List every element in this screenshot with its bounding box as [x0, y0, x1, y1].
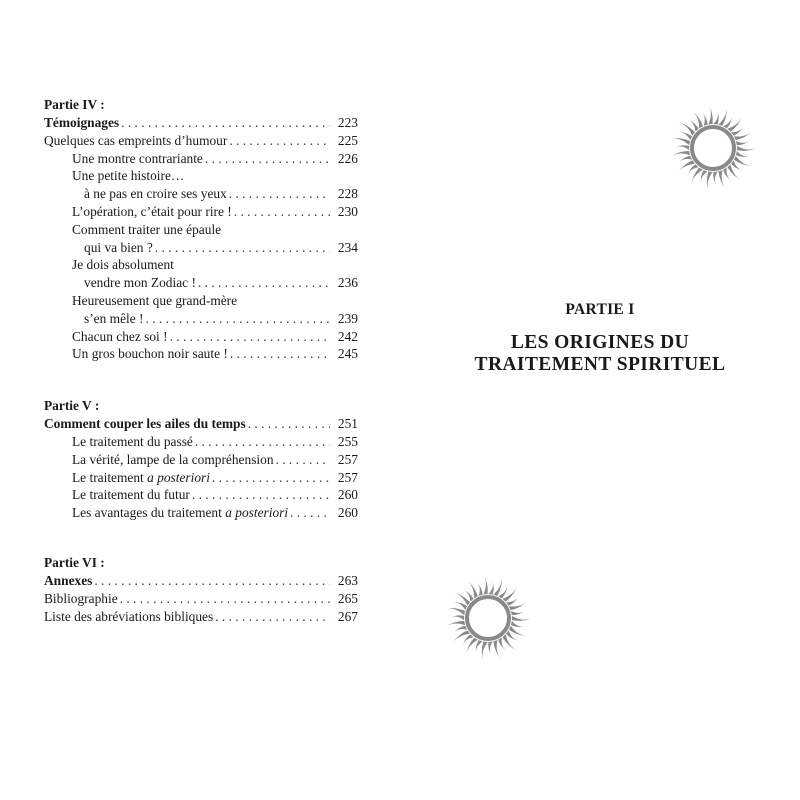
toc-entry: Comment traiter une épaule — [72, 221, 222, 237]
part-title-line: TRAITEMENT SPIRITUEL — [474, 354, 726, 375]
sun-ornament-icon — [665, 100, 761, 196]
toc-entry: Une petite histoire… — [72, 168, 185, 184]
toc-entry: qui va bien ? . . . 234 — [44, 239, 358, 257]
toc-entry: vendre mon Zodiac ! . . . 236 — [44, 274, 358, 292]
toc-entry: Le traitement du passé . . . 255 — [44, 433, 358, 451]
toc-entry: Les avantages du traitement a posteriori . . . 260 — [44, 504, 358, 522]
toc-entry: Je dois absolument — [72, 257, 174, 273]
part-heading: Partie V : — [44, 398, 100, 414]
part-heading: Partie VI : — [44, 554, 105, 570]
part-title — [440, 332, 760, 376]
toc-entry: L’opération, c’était pour rire ! . . . 230 — [44, 203, 358, 221]
italic-title: Le traitement a posteriori — [72, 469, 210, 485]
toc-entry: à ne pas en croire ses yeux . . . 228 — [44, 185, 358, 203]
toc-entry: s’en mêle ! . . . 239 — [44, 310, 358, 328]
toc-entry: La vérité, lampe de la compréhension . . . 257 — [44, 451, 358, 469]
toc-entry: Chacun chez soi ! . . . 242 — [44, 328, 358, 346]
toc-entry: Bibliographie . . . 265 — [44, 590, 358, 608]
toc-entry: Témoignages . . . 223 — [44, 114, 358, 132]
table-of-contents — [44, 96, 358, 625]
sun-ornament-icon — [440, 570, 536, 666]
part-title-line: LES ORIGINES DU — [510, 332, 690, 353]
part-heading: Partie IV : — [44, 97, 105, 112]
toc-entry: Une montre contrariante . . . 226 — [44, 150, 358, 168]
part-label: PARTIE I — [565, 301, 635, 318]
toc-entry: Comment couper les ailes du temps . . . 251 — [44, 415, 358, 433]
italic-title: Les avantages du traitement a posteriori — [72, 505, 289, 521]
toc-entry: Le traitement du futur . . . 260 — [44, 486, 358, 504]
toc-entry: Un gros bouchon noir saute ! . . . 245 — [44, 345, 358, 363]
toc-entry: Le traitement a posteriori . . . 257 — [44, 469, 358, 487]
toc-entry: Liste des abréviations bibliques . . . 267 — [44, 608, 358, 626]
toc-entry: Heureusement que grand-mère — [72, 292, 238, 308]
toc-entry: Quelques cas empreints d’humour . . . 225 — [44, 132, 358, 150]
toc-entry: Annexes . . . 263 — [44, 572, 358, 590]
